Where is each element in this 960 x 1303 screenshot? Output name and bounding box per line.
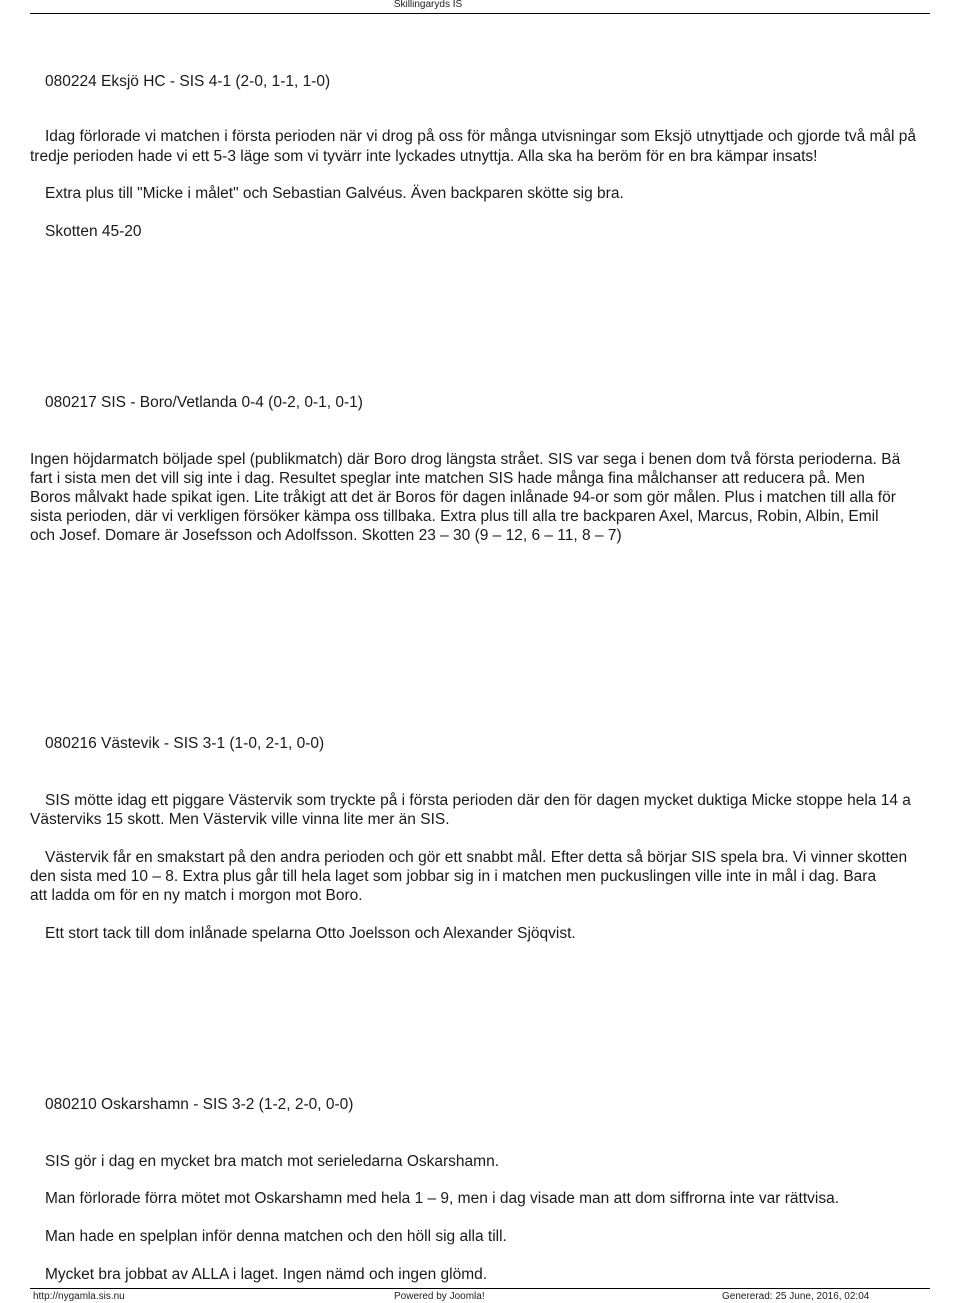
article-text-line: Västervik får en smakstart på den andra perioden och gör ett snabbt mål. Efter detta så börjar SIS spela bra. Vi vinner skotten (45, 849, 908, 866)
article-title: 080217 SIS - Boro/Vetlanda 0-4 (0-2, 0-1, 0-1) (45, 394, 363, 411)
article-text-line: Idag förlorade vi matchen i första perioden när vi drog på oss för många utvisningar som Eksjö utnyttjade och gjorde två mål på (45, 128, 917, 145)
article-text-line: och Josef. Domare är Josefsson och Adolfsson. Skotten 23 – 30 (9 – 12, 6 – 11, 8 – 7) (30, 527, 622, 544)
article-text-line: Boros målvakt hade spikat igen. Lite tråkigt att det är Boros för dagen inlånade 94-or som gör målen. Plus i matchen till alla för (30, 489, 896, 506)
footer-divider (30, 1288, 930, 1289)
article-title: 080210 Oskarshamn - SIS 3-2 (1-2, 2-0, 0-0) (45, 1096, 354, 1113)
article-text-line: Man förlorade förra mötet mot Oskarshamn med hela 1 – 9, men i dag visade man att dom siffrorna inte var rättvisa. (45, 1190, 840, 1207)
article-text-line: sista perioden, där vi verkligen försöker kämpa oss tillbaka. Extra plus till alla tre backparen Axel, Marcus, Robin, Albin, Emil (30, 508, 879, 525)
article-text-line: Västerviks 15 skott. Men Västervik ville vinna lite mer än SIS. (30, 811, 450, 828)
footer-generated-date: Genererad: 25 June, 2016, 02:04 (722, 1291, 870, 1302)
article-text-line: Man hade en spelplan inför denna matchen och den höll sig alla till. (45, 1228, 507, 1245)
footer-url-link[interactable]: http://nygamla.sis.nu (33, 1291, 125, 1302)
article-text-line: att ladda om för en ny match i morgon mot Boro. (30, 887, 363, 904)
article-title: 080224 Eksjö HC - SIS 4-1 (2-0, 1-1, 1-0) (45, 73, 331, 90)
article-text-line: fart i sista men det vill sig inte i dag. Resultet speglar inte matchen SIS hade många fina målchanser att reducera på. Men (30, 470, 865, 487)
article-text-line: Skotten 45-20 (45, 223, 142, 240)
article-text-line: Ingen höjdarmatch böljade spel (publikmatch) där Boro drog längsta strået. SIS var sega i benen dom två första perioderna. Bä (30, 451, 901, 468)
article-text-line: SIS mötte idag ett piggare Västervik som tryckte på i första perioden där den för dagen mycket duktiga Micke stoppe hela 14 a (45, 792, 911, 809)
page-header-title: Skillingaryds IS (393, 0, 463, 10)
article-text-line: Extra plus till "Micke i målet" och Sebastian Galvéus. Även backparen skötte sig bra. (45, 185, 624, 202)
article-title: 080216 Västevik - SIS 3-1 (1-0, 2-1, 0-0) (45, 735, 325, 752)
header-divider (30, 13, 930, 14)
footer-powered-by: Powered by Joomla! (394, 1291, 485, 1302)
article-text-line: Mycket bra jobbat av ALLA i laget. Ingen nämd och ingen glömd. (45, 1266, 488, 1283)
article-text-line: den sista med 10 – 8. Extra plus går till hela laget som jobbar sig in i matchen men puckuslingen ville inte in mål i dag. Bara (30, 868, 877, 885)
article-text-line: SIS gör i dag en mycket bra match mot serieledarna Oskarshamn. (45, 1153, 500, 1170)
article-text-line: tredje perioden hade vi ett 5-3 läge som vi tyvärr inte lyckades utnyttja. Alla ska ha beröm för en bra kämpar insats! (30, 148, 818, 165)
article-text-line: Ett stort tack till dom inlånade spelarna Otto Joelsson och Alexander Sjöqvist. (45, 925, 576, 942)
